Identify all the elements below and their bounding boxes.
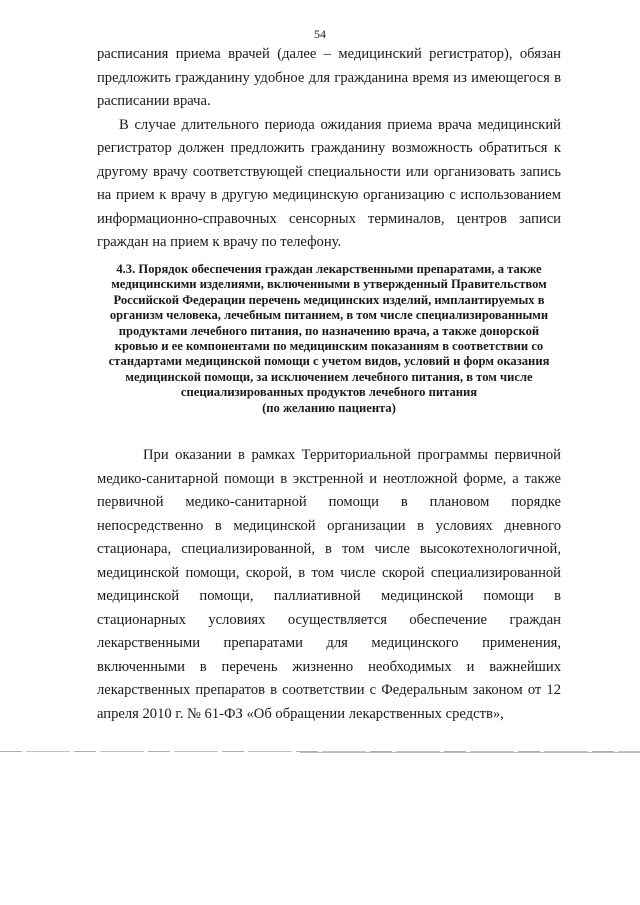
section-heading-text: 4.3. Порядок обеспечения граждан лекарственными препаратами, а также медицинскими изделиями, включенными в утвержденный Правительством Российской Федерации перечень медицинских изделий, имплантируемых в организм человека, лечебным питанием, в том числе специализированными продуктами лечебного питания, по назначению врача, а также донорской кровью и ее компонентами по медицинским показаниям в соответствии со стандартами медицинской помощи с учетом видов, условий и форм оказания медицинской помощи, за исключением лечебного питания, в том числе специализированных продуктов лечебного питания: [108, 262, 550, 400]
paragraph-medication-provision: При оказании в рамках Территориальной программы первичной медико-санитарной помощи в экстренной и неотложной форме, а также первичной медико-санитарной помощи в плановом порядке непосредственно в медицинской организации в условиях дневного стационара, специализированной, в том числе высокотехнологичной, медицинской помощи, скорой, в том числе скорой специализированной медицинской помощи, паллиативной медицинской помощи в стационарных условиях осуществляется обеспечение граждан лекарственными препаратами для медицинского применения, включенными в перечень жизненно необходимых и важнейших лекарственных препаратов в соответствии с Федеральным законом от 12 апреля 2010 г. № 61-ФЗ «Об обращении лекарственных средств»,: [97, 447, 561, 722]
section-heading: [97, 262, 561, 416]
paragraph-continuation: расписания приема врачей (далее – медицинский регистратор), обязан предложить гражданину удобное для гражданина время из имеющегося в расписании врача.: [97, 46, 561, 109]
top-paragraphs: [97, 43, 561, 255]
paragraph-waiting-period: В случае длительного периода ожидания приема врача медицинский регистратор должен предложить гражданину возможность обратиться к другому врачу соответствующей специальности или организовать запись на прием к врачу в другую медицинскую организацию с использованием информационно-справочных сенсорных терминалов, центров записи граждан на прием к врачу по телефону.: [97, 116, 561, 250]
body-paragraphs: [97, 444, 561, 726]
scan-artifact-line: [300, 752, 640, 753]
page-number: 54: [314, 27, 326, 41]
section-heading-note: (по желанию пациента): [262, 400, 396, 415]
